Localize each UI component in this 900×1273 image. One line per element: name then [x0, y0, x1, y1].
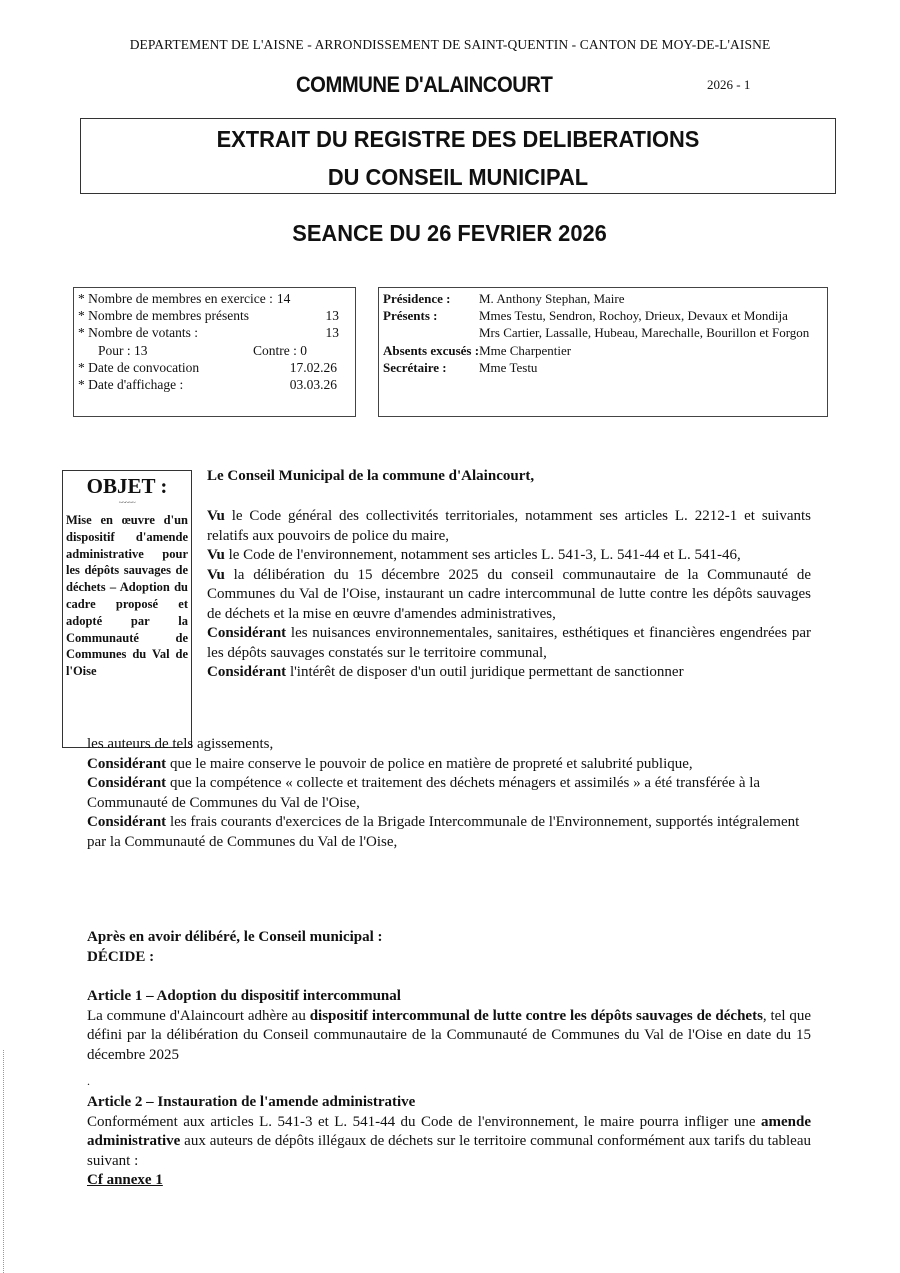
decide-label: DÉCIDE :	[87, 948, 155, 965]
considerant-paragraph: Considérant les nuisances environnementales, sanitaires, esthétiques et financières engendrées par les dépôts sauvages constatés sur le territoire communal,	[207, 625, 811, 661]
article-1	[87, 987, 811, 1065]
article-2	[87, 1093, 811, 1191]
scan-edge-artifact	[3, 1050, 5, 1273]
stats-box	[73, 287, 356, 417]
article-2-title: Article 2 – Instauration de l'amende administrative	[87, 1094, 416, 1110]
decision-heading	[87, 928, 811, 967]
title-line-1: EXTRAIT DU REGISTRE DES DELIBERATIONS	[216, 126, 700, 152]
annex-reference: Cf annexe 1	[87, 1172, 163, 1188]
council-intro: Le Conseil Municipal de la commune d'Alaincourt,	[207, 468, 535, 484]
visa-paragraph: Vu la délibération du 15 décembre 2025 du conseil communautaire de la Communauté de Communes du Val de l'Oise, instaurant un cadre intercommunal de lutte contre les dépôts sauvages de déchets et la mise en œuvre d'amendes administratives,	[207, 566, 811, 622]
stat-convocation-date: * Date de convocation 17.02.26	[78, 359, 337, 375]
considerant-paragraph: Considérant les frais courants d'exercices de la Brigade Intercommunale de l'Environnement, supportés intégralement par la Communauté de Communes du Val de l'Oise,	[87, 814, 800, 850]
stat-members: * Nombre de membres en exercice : 14	[78, 291, 291, 306]
considerant-continuation: les auteurs de tels agissements,	[87, 736, 274, 752]
presents-men: Mrs Cartier, Lassalle, Hubeau, Marechalle, Bourillon et Forgon	[479, 325, 810, 341]
presents-row: Présents : Mmes Testu, Sendron, Rochoy, Drieux, Devaux et Mondija Mrs Cartier, Lassalle, Hubeau, Marechalle, Bourillon et Forgon	[383, 307, 823, 341]
stat-present: * Nombre de membres présents 13	[78, 308, 339, 324]
visa-paragraph: Vu le Code de l'environnement, notamment ses articles L. 541-3, L. 541-44 et L. 541-46,	[207, 547, 741, 563]
objet-box	[62, 470, 192, 748]
seance-date: SEANCE DU 26 FEVRIER 2026	[292, 220, 608, 246]
deliberation-line: Après en avoir délibéré, le Conseil municipal :	[87, 929, 383, 945]
objet-title: OBJET :	[86, 474, 168, 498]
presidence-row: Présidence : M. Anthony Stephan, Maire	[383, 291, 625, 306]
article-2-text: Conformément aux articles L. 541-3 et L. 541-44 du Code de l'environnement, le maire pourra infliger une amende administrative aux auteurs de dépôts illégaux de déchets sur le territoire communal conformément aux tarifs du tableau suivant :	[87, 1113, 811, 1169]
visas-block	[207, 507, 811, 683]
secretaire-row: Secrétaire : Mme Testu	[383, 359, 538, 375]
document-title-box	[80, 118, 836, 194]
objet-text: Mise en œuvre d'un dispositif d'amende administrative pour les dépôts sauvages de déchets – Adoption du cadre proposé et adopté par la Communauté de Communes du Val de l'Oise	[66, 513, 188, 679]
ornament-divider: ~~~~~	[118, 499, 136, 507]
title-line-2: DU CONSEIL MUNICIPAL	[327, 164, 589, 190]
deliberation-reference: 2026 - 1	[707, 77, 751, 92]
considerant-paragraph: Considérant l'intérêt de disposer d'un outil juridique permettant de sanctionner	[207, 664, 684, 680]
article-1-title: Article 1 – Adoption du dispositif intercommunal	[87, 988, 401, 1004]
presents-women: Mmes Testu, Sendron, Rochoy, Drieux, Devaux et Mondija	[479, 308, 788, 324]
stat-voters: * Nombre de votants : 13	[78, 325, 339, 341]
attendance-box	[378, 287, 828, 417]
considerant-paragraph: Considérant que le maire conserve le pouvoir de police en matière de propreté et salubrité publique,	[87, 755, 693, 772]
visa-paragraph: Vu le Code général des collectivités territoriales, notamment ses articles L. 2212-1 et suivants relatifs aux pouvoirs de police du maire,	[207, 508, 811, 544]
commune-name: COMMUNE D'ALAINCOURT	[296, 72, 553, 97]
stat-vote-result: Pour : 13 Contre : 0	[98, 342, 307, 358]
absents-row: Absents excusés : Mme Charpentier	[383, 342, 572, 358]
considerant-paragraph: Considérant que la compétence « collecte et traitement des déchets ménagers et assimilés » a été transférée à la Communauté de Communes du Val de l'Oise,	[87, 775, 761, 811]
considerants-block	[87, 735, 811, 852]
separator-dot: .	[87, 1074, 90, 1088]
article-1-text: La commune d'Alaincourt adhère au dispositif intercommunal de lutte contre les dépôts sauvages de déchets, tel que défini par la délibération du Conseil communautaire de la Communauté de Communes du Val de l'Oise en date du 15 décembre 2025	[87, 1007, 811, 1063]
stat-affichage-date: * Date d'affichage : 03.03.26	[78, 377, 337, 393]
department-header: DEPARTEMENT DE L'AISNE - ARRONDISSEMENT DE SAINT-QUENTIN - CANTON DE MOY-DE-L'AISNE	[129, 37, 771, 52]
